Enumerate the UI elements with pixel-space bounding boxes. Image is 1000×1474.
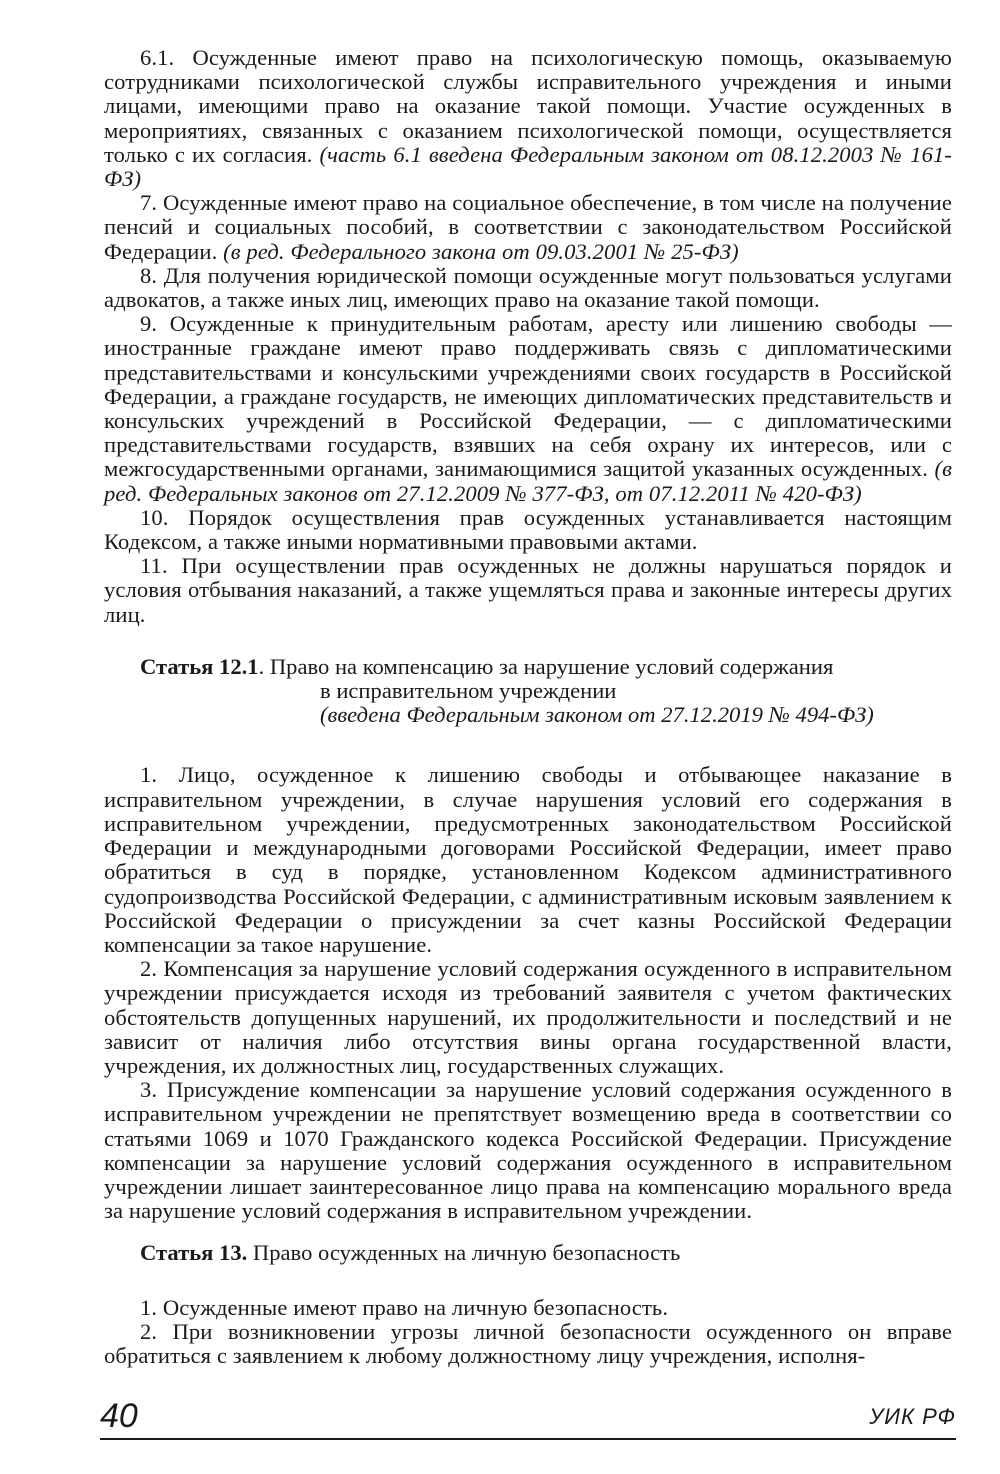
paragraph-7: 7. Осужденные имеют право на социальное обеспечение, в том числе на получение пенсий и социальных пособий, в соответствии с законодательством Российской Федерации. (в ред. Федерального закона от 09.03.2001 № 25-ФЗ)	[104, 190, 952, 264]
article-title-continued: в исправительном учреждении	[320, 678, 617, 704]
running-title: УИК РФ	[869, 1404, 956, 1429]
document-page	[104, 46, 952, 1368]
article-12-1-paragraph-2: 2. Компенсация за нарушение условий содержания осужденного в исправительном учреждении присуждается исходя из требований заявителя с учетом фактических обстоятельств допущенных нарушений, их продолжительности и последствий и не зависит от наличия либо отсутствия вины органа государственной власти, учреждения, их должностных лиц, государственных служащих.	[104, 956, 952, 1078]
article-12-1-heading	[104, 655, 952, 728]
article-12-1-paragraph-1: 1. Лицо, осужденное к лишению свободы и отбывающее наказание в исправительном учреждении, в случае нарушения условий его содержания в исправительном учреждении, предусмотренных законодательством Российской Федерации и международными договорами Российской Федерации, имеет право обратиться в суд в порядке, установленном Кодексом административного судопроизводства Российской Федерации, с административным исковым заявлением к Российской Федерации о присуждении за счет казны Российской Федерации компенсации за такое нарушение.	[104, 762, 952, 957]
paragraph-11: 11. При осуществлении прав осужденных не должны нарушаться порядок и условия отбывания наказаний, а также ущемляться права и законные интересы других лиц.	[104, 553, 952, 627]
article-13-paragraph-1: 1. Осужденные имеют право на личную безопасность.	[140, 1294, 669, 1320]
article-label: Статья 12.1	[140, 653, 259, 679]
amendment-reference: (в ред. Федерального закона от 09.03.2001 № 25-ФЗ)	[223, 238, 739, 264]
article-amendment-reference: (введена Федеральным законом от 27.12.2019 № 494-ФЗ)	[320, 702, 874, 728]
article-13-heading	[104, 1241, 952, 1265]
page-footer	[100, 1396, 956, 1440]
paragraph-8: 8. Для получения юридической помощи осужденные могут пользоваться услугами адвокатов, а также иных лиц, имеющих право на оказание такой помощи.	[104, 262, 952, 313]
amendment-reference: (в ред. Федеральных законов от 27.12.2009 № 377-ФЗ, от 07.12.2011 № 420-ФЗ)	[104, 456, 952, 506]
article-title: Право осужденных на личную безопасность	[247, 1240, 681, 1266]
article-12-1-paragraph-3: 3. Присуждение компенсации за нарушение условий содержания осужденного в исправительном учреждении не препятствует возмещению вреда в соответствии со статьями 1069 и 1070 Гражданского кодекса Российской Федерации. Присуждение компенсации за нарушение условий содержания осужденного в исправительном учреждении лишает заинтересованное лицо права на компенсацию морального вреда за нарушение условий содержания в исправительном учреждении.	[104, 1077, 952, 1224]
article-13-paragraph-2: 2. При возникновении угрозы личной безопасности осужденного он вправе обратиться с заявлением к любому должностному лицу учреждения, исполня-	[104, 1318, 952, 1368]
article-label: Статья 13.	[140, 1240, 248, 1266]
page-number: 40	[100, 1397, 138, 1435]
paragraph-6-1: 6.1. Осужденные имеют право на психологическую помощь, оказываемую сотрудниками психологической службы исправительного учреждения и иными лицами, имеющими право на оказание такой помощи. Участие осужденных в мероприятиях, связанных с оказанием психологической помощи, осуществляется только с их согласия. (часть 6.1 введена Федеральным законом от 08.12.2003 № 161-ФЗ)	[104, 45, 952, 192]
paragraph-9: 9. Осужденные к принудительным работам, аресту или лишению свободы — иностранные граждане имеют право поддерживать связь с дипломатическими представительствами и консульскими учреждениями своих государств в Российской Федерации, а граждане государств, не имеющих дипломатических представительств и консульских учреждений в Российской Федерации, — с дипломатическими представительствами государств, взявших на себя охрану их интересов, или с межгосударственными органами, занимающимися защитой указанных осужденных. (в ред. Федеральных законов от 27.12.2009 № 377-ФЗ, от 07.12.2011 № 420-ФЗ)	[104, 311, 952, 506]
footer-divider	[100, 1438, 956, 1440]
paragraph-10: 10. Порядок осуществления прав осужденных устанавливается настоящим Кодексом, а также иными нормативными правовыми актами.	[104, 504, 952, 555]
amendment-reference: (часть 6.1 введена Федеральным законом от 08.12.2003 № 161-ФЗ)	[104, 141, 952, 192]
article-title: . Право на компенсацию за нарушение условий содержания	[258, 653, 834, 679]
